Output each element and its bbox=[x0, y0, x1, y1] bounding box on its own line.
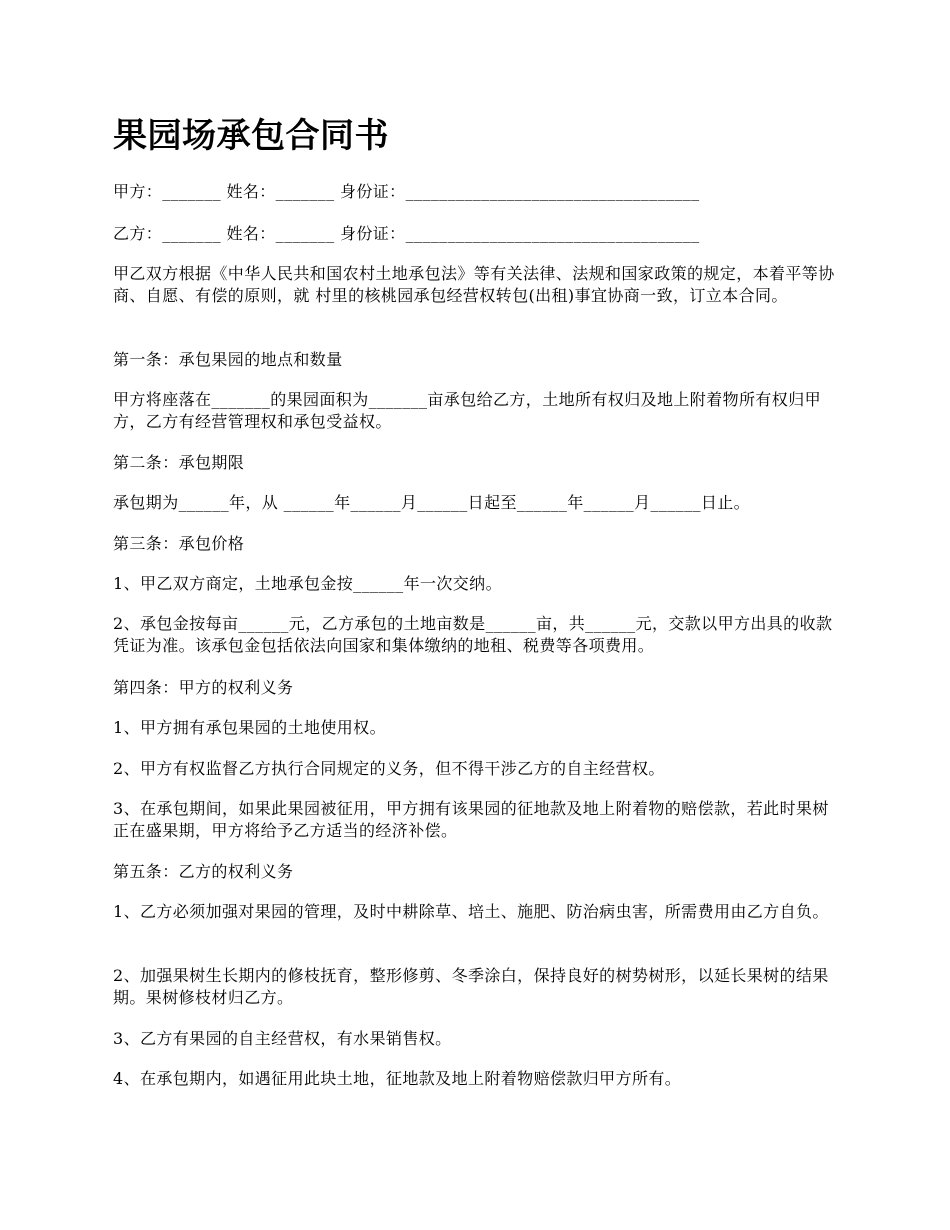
article-4-heading: 第四条：甲方的权利义务 bbox=[113, 678, 294, 697]
party-b-line: 乙方：_______ 姓名：_______ 身份证：___________________________________ bbox=[113, 224, 700, 243]
party-a-line: 甲方：_______ 姓名：_______ 身份证：___________________________________ bbox=[113, 182, 700, 201]
article-5-item-2: 2、加强果树生长期内的修枝抚育，整形修剪、冬季涂白，保持良好的树势树形，以延长果树的结果期。果树修枝材归乙方。 bbox=[113, 966, 829, 1007]
article-5-heading: 第五条：乙方的权利义务 bbox=[113, 862, 294, 881]
article-5-item-1: 1、乙方必须加强对果园的管理，及时中耕除草、培土、施肥、防治病虫害，所需费用由乙方自负。 bbox=[113, 902, 829, 921]
preamble-paragraph: 甲乙双方根据《中华人民共和国农村土地承包法》等有关法律、法规和国家政策的规定，本着平等协商、自愿、有偿的原则，就 村里的核桃园承包经营权转包(出租)事宜协商一致，订立本合同。 bbox=[113, 264, 835, 305]
article-1-heading: 第一条：承包果园的地点和数量 bbox=[113, 350, 343, 369]
article-4-item-2: 2、甲方有权监督乙方执行合同规定的义务，但不得干涉乙方的自主经营权。 bbox=[113, 759, 665, 778]
article-5-item-4: 4、在承包期内，如遇征用此块土地，征地款及地上附着物赔偿款归甲方所有。 bbox=[113, 1069, 682, 1088]
article-1-paragraph: 甲方将座落在_______的果园面积为_______亩承包给乙方，土地所有权归及地上附着物所有权归甲方，乙方有经营管理权和承包受益权。 bbox=[113, 390, 822, 431]
article-3-item-2: 2、承包金按每亩______元，乙方承包的土地亩数是______亩，共______元，交款以甲方出具的收款凭证为准。该承包金包括依法向国家和集体缴纳的地租、税费等各项费用。 bbox=[113, 614, 833, 655]
page-title: 果园场承包合同书 bbox=[113, 116, 389, 156]
article-3-item-1: 1、甲乙双方商定，土地承包金按______年一次交纳。 bbox=[113, 574, 502, 593]
article-4-item-3: 3、在承包期间，如果此果园被征用，甲方拥有该果园的征地款及地上附着物的赔偿款，若此时果树正在盛果期，甲方将给予乙方适当的经济补偿。 bbox=[113, 799, 829, 840]
article-2-heading: 第二条：承包期限 bbox=[113, 453, 245, 472]
article-5-item-3: 3、乙方有果园的自主经营权，有水果销售权。 bbox=[113, 1029, 452, 1048]
article-3-heading: 第三条：承包价格 bbox=[113, 534, 245, 553]
article-2-paragraph: 承包期为______年，从 ______年______月______日起至______年______月______日止。 bbox=[113, 493, 751, 512]
article-4-item-1: 1、甲方拥有承包果园的土地使用权。 bbox=[113, 718, 386, 737]
